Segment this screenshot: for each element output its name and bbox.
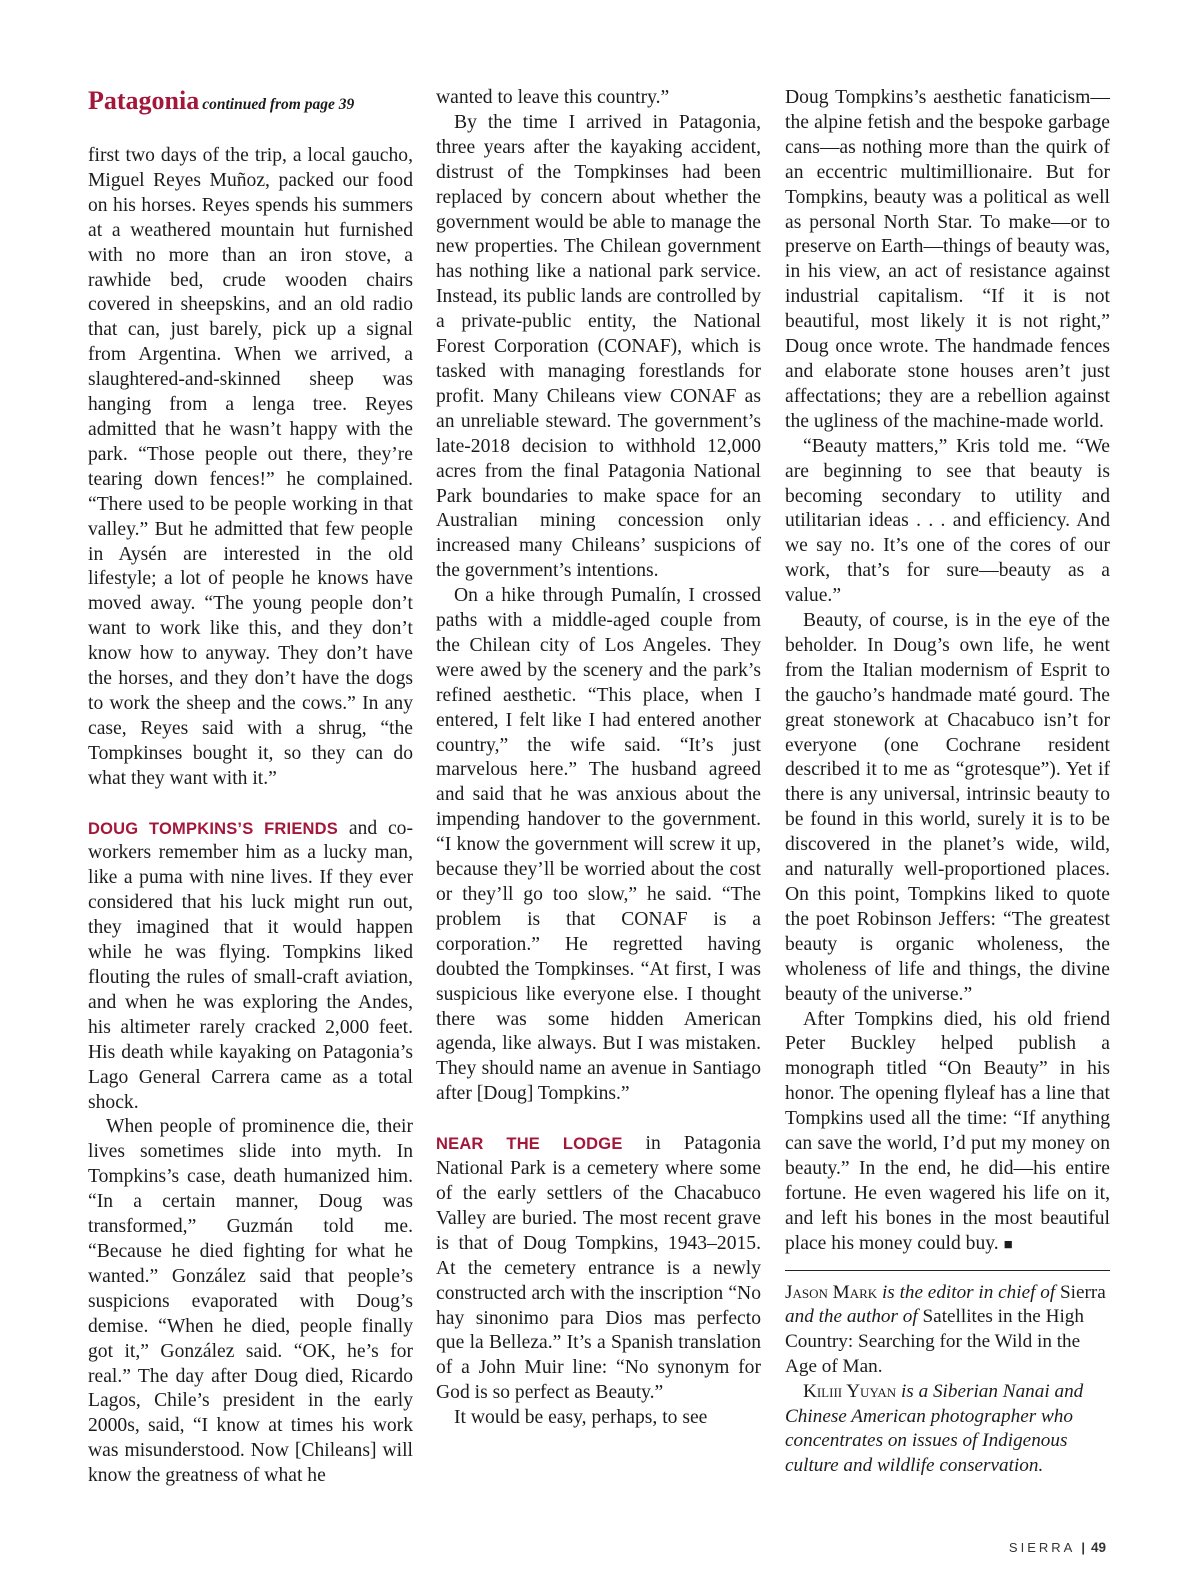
divider [785,1270,1110,1271]
author-bio: Jason Mark is the editor in chief of Sierra and the author of Satellites in the High Country: Searching for the Wild in the Age of Man. [785,1281,1106,1377]
column-2 [436,86,761,1431]
paragraph: first two days of the trip, a local gaucho, Miguel Reyes Muñoz, packed our food on his horses. Reyes spends his summers at a weathered mountain hut furnished with no more than an iron stove, a rawhide bed, crude wooden chairs covered in sheepskins, and an old radio that can, just barely, pick up a signal from Argentina. When we arrived, a slaughtered-and-skinned sheep was hanging from a lenga tree. Reyes admitted that he wasn’t happy with the park. “Those people out there, they’re tearing down fences!” he complained. “There used to be people working in that valley.” But he admitted that few people in Aysén are interested in the old lifestyle; a lot of people he knows have moved away. “The young people don’t want to work like this, and they don’t know how to anyway. They don’t have the horses, and they don’t have the dogs to work the sheep and the cows.” In any case, Reyes said with a shrug, “the Tompkinses bought it, so they can do what they want with it.” [88,145,413,789]
section-lead-in: DOUG TOMPKINS’S FRIENDS [88,819,338,838]
page-footer [1009,1540,1106,1555]
author-name: Jason Mark [785,1281,878,1303]
paragraph: “Beauty matters,” Kris told me. “We are beginning to see that beauty is becoming secondary to utility and utilitarian ideas . . . and efficiency. And we say no. It’s one of the cores of our work, that’s for sure—beauty as a value.” [785,435,1110,607]
paragraph [436,1132,761,1406]
footer-separator: | [1081,1540,1085,1555]
paragraph: When people of prominence die, their lives sometimes slide into myth. In Tompkins’s case, death humanized him. “In a certain manner, Doug was transformed,” Guzmán told me. “Because he died fighting for what he wanted.” González said that people’s suspicions evaporated with Doug’s demise. “When he died, people finally got it,” González said. “OK, he’s for real.” The day after Doug died, Ricardo Lagos, Chile’s president in the early 2000s, said, “I know at times his work was misunderstood. Now [Chileans] will know the greatness of what he [88,1116,413,1487]
paragraph-text: After Tompkins died, his old friend Peter Buckley helped publish a monograph titled “On Beauty” in his honor. The opening flyleaf has a line that Tompkins used all the time: “If anything can save the world, I’d put my money on beauty.” In the end, he did—his entire fortune. He even wagered his life on it, and left his bones in the most beautiful place his money could buy. [785,1008,1110,1254]
paragraph: Doug Tompkins’s aesthetic fanaticism—the alpine fetish and the bespoke garbage cans—as nothing more than the quirk of an eccentric multimillionaire. But for Tompkins, beauty was a political as well as personal North Star. To make—or to preserve on Earth—things of beauty was, in his view, an act of resistance against industrial capitalism. “If it is not beautiful, most likely it is not right,” Doug once wrote. The handmade fences and elaborate stone houses aren’t just affectations; they are a rebellion against the ugliness of the machine-made world. [785,87,1110,432]
paragraph-text: and co-workers remember him as a lucky man, like a puma with nine lives. If they ever considered that his luck might run out, they imagined that it would happen while he was flying. Tompkins liked flouting the rules of small-craft aviation, and when he was exploring the Andes, his altimeter rarely cracked 2,000 feet. His death while kayaking on Patagonia’s Lago General Carrera came as a total shock. [88,817,413,1113]
magazine-name: SIERRA [1008,1540,1076,1555]
section-lead-in: NEAR THE LODGE [436,1135,623,1154]
paragraph: It would be easy, perhaps, to see [454,1407,708,1429]
photographer-name: Kiliii Yuyan [803,1380,897,1402]
continued-note: continued from page 39 [202,96,355,113]
publication-name: Sierra [1059,1281,1106,1303]
section-title: Patagonia [88,86,200,115]
photographer-bio: Kiliii Yuyan is a Siberian Nanai and Chinese American photographer who concentrates on issues of Indigenous culture and wildlife conservation. [785,1380,1084,1477]
paragraph-text: in Patagonia National Park is a cemetery where some of the early settlers of the Chacabuco Valley are buried. The most recent grave is that of Doug Tompkins, 1943–2015. At the cemetery entrance is a newly constructed arch with the inscription “No hay sinonimo para Dios mas perfecto que la Belleza.” It’s a Spanish translation of a John Muir line: “No synonym for God is so perfect as Beauty.” [436,1133,761,1404]
paragraph: By the time I arrived in Patagonia, three years after the kayaking accident, distrust of the Tompkinses had been replaced by concern about whether the government would be able to manage the new properties. The Chilean government has nothing like a national park service. Instead, its public lands are controlled by a private-public entity, the National Forest Corporation (CONAF), which is tasked with managing forestlands for profit. Many Chileans view CONAF as an unreliable steward. The government’s late-2018 decision to withhold 12,000 acres from the final Patagonia National Park boundaries to make space for an Australian mining concession only increased many Chileans’ suspicions of the government’s intentions. [436,111,761,582]
paragraph [88,817,413,1116]
section-header [88,86,413,120]
paragraph [785,1008,1110,1258]
column-1 [88,86,413,1489]
contributor-bios [785,1281,1110,1479]
paragraph: On a hike through Pumalín, I crossed paths with a middle-aged couple from the Chilean city of Los Angeles. They were awed by the scenery and the park’s refined aesthetic. “This place, when I entered, I felt like I had entered another country,” the wife said. “It’s just marvelous here.” The husband agreed and said that he was anxious about the impending handover to the government. “I know the government will screw it up, because they’ll be worried about the cost or they’ll go too slow,” he said. “The problem is that CONAF is a corporation.” He regretted having doubted the Tompkinses. “At first, I was suspicious like everyone else. I thought there was some hidden American agenda, like always. But I was mistaken. They should name an avenue in Santiago after [Doug] Tompkins.” [436,585,761,1105]
paragraph: Beauty, of course, is in the eye of the beholder. In Doug’s own life, he went from the Italian modernism of Esprit to the gaucho’s handmade maté gourd. The great stonework at Chacabuco isn’t for everyone (one Cochrane resident described it to me as “grotesque”). Yet if there is any universal, intrinsic beauty to be found in this world, surely it is to be discovered in the planet’s wide, wild, and naturally well-proportioned places. On this point, Tompkins liked to quote the poet Robinson Jeffers: “The greatest beauty is organic wholeness, the wholeness of life and things, the divine beauty of the universe.” [785,610,1110,1005]
page-number: 49 [1090,1540,1106,1555]
end-mark-icon: ■ [1003,1236,1013,1253]
book-title: Satellites in the High Country: Searching for the Wild in the Age of Man [785,1306,1084,1377]
column-3 [785,86,1110,1479]
paragraph: wanted to leave this country.” [436,87,670,108]
